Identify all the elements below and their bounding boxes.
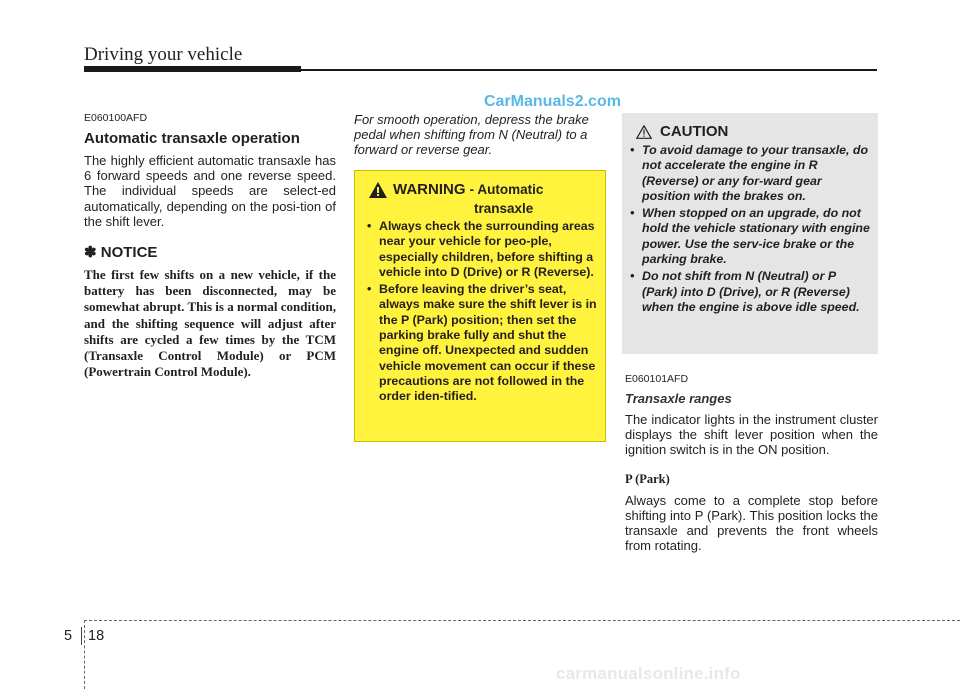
caution-item-text: When stopped on an upgrade, do not hold the vehicle stationary with engine power. Use the serv-ice brake or the parking brake. bbox=[642, 206, 870, 267]
warning-list bbox=[367, 219, 599, 407]
bullet-icon: • bbox=[630, 269, 635, 284]
notice-title: NOTICE bbox=[100, 244, 158, 262]
right-column bbox=[625, 373, 878, 553]
section-heading: Automatic transaxle operation bbox=[84, 130, 300, 147]
bullet-icon: • bbox=[367, 219, 372, 233]
bullet-icon: • bbox=[630, 206, 635, 221]
caution-triangle-icon bbox=[636, 125, 652, 139]
bullet-icon: • bbox=[367, 282, 372, 297]
page-number: 18 bbox=[88, 628, 105, 644]
warning-triangle-icon bbox=[369, 182, 387, 198]
section-subheading: Transaxle ranges bbox=[625, 391, 732, 406]
warning-item bbox=[367, 282, 599, 404]
caution-item-text: Do not shift from N (Neutral) or P (Park) into D (Drive), or R (Reverse) when the engine is above idle speed. bbox=[642, 269, 860, 314]
footer-watermark: carmanualsonline.info bbox=[556, 664, 741, 683]
warning-box bbox=[354, 170, 606, 442]
notice-heading bbox=[84, 243, 336, 261]
section-code: E060100AFD bbox=[84, 112, 148, 124]
warning-subtitle-2: transaxle bbox=[474, 201, 534, 216]
ranges-paragraph: The indicator lights in the instrument cluster displays the shift lever position when the ignition switch is in the ON position. bbox=[625, 412, 878, 458]
section-paragraph: The highly efficient automatic transaxle has 6 forward speeds and one reverse speed. The individual speeds are select-ed automatically, depending on the posi-tion of the shift lever. bbox=[84, 153, 336, 229]
notice-symbol-icon: ✽ bbox=[84, 244, 97, 262]
warning-item bbox=[367, 219, 599, 280]
caution-box bbox=[622, 113, 878, 354]
bullet-icon: • bbox=[630, 143, 635, 157]
header-rule-thick bbox=[84, 66, 301, 72]
warning-item-text: Always check the surrounding areas near your vehicle for peo-ple, especially children, before shifting a vehicle into D (Drive) or R (Reverse). bbox=[379, 219, 595, 279]
section-code: E060101AFD bbox=[625, 373, 689, 385]
caution-item bbox=[630, 143, 870, 204]
middle-column bbox=[354, 112, 606, 157]
brake-tip-paragraph: For smooth operation, depress the brake pedal when shifting from N (Neutral) to a forward or reverse gear. bbox=[354, 112, 589, 157]
warning-title-line bbox=[393, 181, 543, 198]
caution-item-text: To avoid damage to your transaxle, do not accelerate the engine in R (Reverse) or any for-ward gear position with the brakes on. bbox=[642, 143, 869, 203]
notice-body: The first few shifts on a new vehicle, if the battery has been disconnected, may be somewhat abrupt. This is a normal condition, and the shifting sequence will adjust after shifts are cycled a few times by the TCM (Transaxle Control Module) or PCM (Powertrain Control Module). bbox=[84, 267, 336, 380]
caution-list bbox=[630, 143, 870, 317]
footer-vertical-rule bbox=[84, 620, 85, 689]
caution-item bbox=[630, 206, 870, 267]
left-column bbox=[84, 112, 336, 380]
header-rule-thin bbox=[301, 69, 877, 71]
park-label: P (Park) bbox=[625, 471, 670, 486]
page-header-title: Driving your vehicle bbox=[84, 44, 243, 65]
caution-item bbox=[630, 269, 870, 315]
warning-item-text: Before leaving the driver’s seat, always make sure the shift lever is in the P (Park) position; then set the parking brake fully and shut the engine off. Unexpected and sudden vehicle movement can occur if these precautions are not followed in the order iden-tified. bbox=[379, 282, 597, 404]
footer-rule bbox=[84, 620, 960, 621]
chapter-number: 5 bbox=[64, 628, 73, 644]
warning-title: WARNING bbox=[393, 181, 466, 198]
page-number-separator bbox=[81, 627, 82, 645]
site-watermark: CarManuals2.com bbox=[484, 93, 621, 110]
warning-subtitle: - Automatic bbox=[469, 182, 544, 197]
park-paragraph: Always come to a complete stop before shifting into P (Park). This position locks the transaxle and prevents the front wheels from rotating. bbox=[625, 492, 878, 554]
caution-title: CAUTION bbox=[660, 123, 729, 140]
